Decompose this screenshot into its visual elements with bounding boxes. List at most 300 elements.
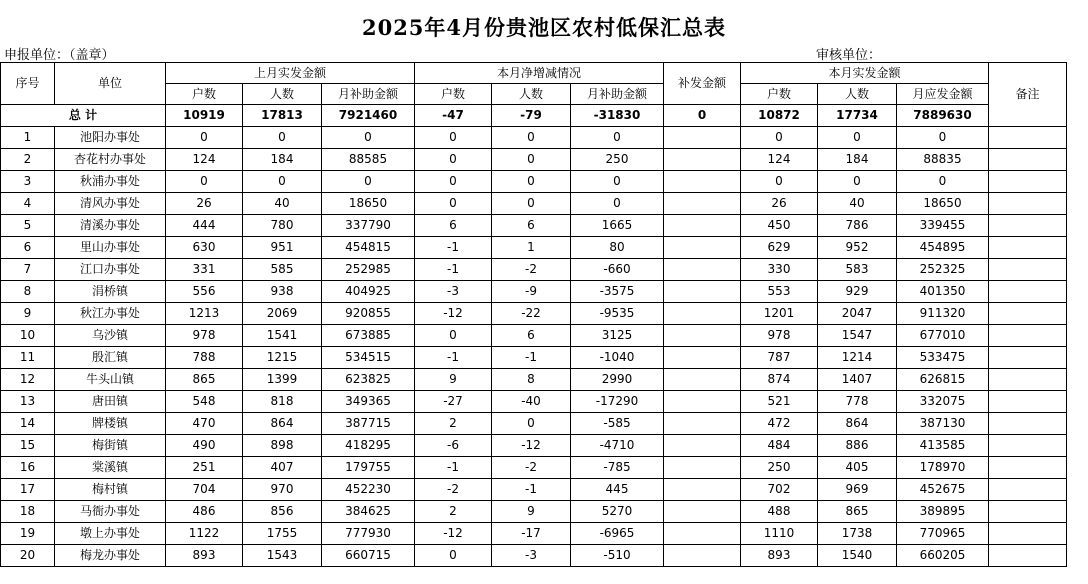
- header-people: 人数: [243, 84, 322, 105]
- table-cell: 6: [492, 325, 571, 347]
- total-label: 总 计: [1, 105, 166, 127]
- table-cell: [664, 215, 741, 237]
- row-unit-name: 秋浦办事处: [55, 171, 166, 193]
- table-cell: 0: [492, 171, 571, 193]
- total-cell: 0: [664, 105, 741, 127]
- table-cell: 0: [571, 171, 664, 193]
- row-unit-name: 梅村镇: [55, 479, 166, 501]
- table-cell: 0: [322, 171, 415, 193]
- row-unit-name: 唐田镇: [55, 391, 166, 413]
- table-cell: 623825: [322, 369, 415, 391]
- table-cell: 585: [243, 259, 322, 281]
- table-cell: [664, 479, 741, 501]
- table-cell: 1: [492, 237, 571, 259]
- report-title: 2025年4月份贵池区农村低保汇总表: [361, 15, 727, 40]
- table-cell: [664, 303, 741, 325]
- table-cell: 660205: [897, 545, 989, 567]
- table-cell: 978: [166, 325, 243, 347]
- table-cell: 5270: [571, 501, 664, 523]
- table-cell: 26: [741, 193, 818, 215]
- table-cell: 14: [1, 413, 55, 435]
- remark-cell: [989, 127, 1067, 149]
- table-cell: 0: [741, 171, 818, 193]
- table-cell: [664, 369, 741, 391]
- table-cell: 452230: [322, 479, 415, 501]
- table-cell: 252985: [322, 259, 415, 281]
- table-row: [1, 325, 1067, 347]
- table-row: [1, 435, 1067, 457]
- table-cell: 0: [415, 193, 492, 215]
- table-row: [1, 281, 1067, 303]
- table-cell: 856: [243, 501, 322, 523]
- table-cell: [664, 237, 741, 259]
- table-cell: -1040: [571, 347, 664, 369]
- table-cell: 787: [741, 347, 818, 369]
- table-cell: 470: [166, 413, 243, 435]
- remark-cell: [989, 149, 1067, 171]
- table-cell: 893: [741, 545, 818, 567]
- total-cell: 7921460: [322, 105, 415, 127]
- header-households: 户数: [741, 84, 818, 105]
- table-cell: 0: [492, 149, 571, 171]
- table-cell: 12: [1, 369, 55, 391]
- table-cell: 874: [741, 369, 818, 391]
- table-row: [1, 523, 1067, 545]
- header-supplement: 补发金额: [664, 63, 741, 105]
- table-cell: 16: [1, 457, 55, 479]
- table-cell: 818: [243, 391, 322, 413]
- table-cell: 938: [243, 281, 322, 303]
- table-row: [1, 457, 1067, 479]
- table-cell: 0: [897, 171, 989, 193]
- table-cell: -40: [492, 391, 571, 413]
- remark-cell: [989, 281, 1067, 303]
- table-cell: 1547: [818, 325, 897, 347]
- table-cell: 970: [243, 479, 322, 501]
- table-cell: 331: [166, 259, 243, 281]
- table-cell: 0: [818, 127, 897, 149]
- remark-cell: [989, 413, 1067, 435]
- table-cell: 0: [415, 171, 492, 193]
- table-cell: -3: [492, 545, 571, 567]
- table-cell: 26: [166, 193, 243, 215]
- table-cell: [664, 193, 741, 215]
- table-cell: 1215: [243, 347, 322, 369]
- table-cell: 777930: [322, 523, 415, 545]
- table-cell: -3575: [571, 281, 664, 303]
- table-cell: -2: [492, 457, 571, 479]
- row-unit-name: 梅街镇: [55, 435, 166, 457]
- table-cell: 0: [492, 413, 571, 435]
- table-cell: [664, 457, 741, 479]
- table-row: [1, 369, 1067, 391]
- remark-cell: [989, 237, 1067, 259]
- table-cell: 1214: [818, 347, 897, 369]
- table-cell: [664, 391, 741, 413]
- header-seq: 序号: [1, 63, 55, 105]
- table-cell: -510: [571, 545, 664, 567]
- table-row: [1, 149, 1067, 171]
- remark-cell: [989, 347, 1067, 369]
- remark-cell: [989, 479, 1067, 501]
- table-cell: 184: [243, 149, 322, 171]
- row-unit-name: 墩上办事处: [55, 523, 166, 545]
- table-cell: 6: [415, 215, 492, 237]
- table-cell: 673885: [322, 325, 415, 347]
- table-cell: 88835: [897, 149, 989, 171]
- table-row: [1, 347, 1067, 369]
- table-cell: 911320: [897, 303, 989, 325]
- row-unit-name: 梅龙办事处: [55, 545, 166, 567]
- table-cell: 490: [166, 435, 243, 457]
- table-cell: 978: [741, 325, 818, 347]
- table-cell: [664, 281, 741, 303]
- remark-cell: [989, 435, 1067, 457]
- table-cell: 452675: [897, 479, 989, 501]
- header-households: 户数: [166, 84, 243, 105]
- table-cell: 1: [1, 127, 55, 149]
- table-cell: -4710: [571, 435, 664, 457]
- table-cell: -785: [571, 457, 664, 479]
- total-row: [1, 105, 1067, 127]
- header-last-month: 上月实发金额: [166, 63, 415, 84]
- table-cell: 0: [415, 127, 492, 149]
- header-net-change: 本月净增减情况: [415, 63, 664, 84]
- total-cell: 10872: [741, 105, 818, 127]
- table-cell: -1: [492, 479, 571, 501]
- table-cell: 418295: [322, 435, 415, 457]
- table-cell: 6: [492, 215, 571, 237]
- table-cell: 4: [1, 193, 55, 215]
- table-cell: 40: [243, 193, 322, 215]
- table-cell: 0: [571, 193, 664, 215]
- table-cell: 184: [818, 149, 897, 171]
- row-unit-name: 池阳办事处: [55, 127, 166, 149]
- table-cell: -17290: [571, 391, 664, 413]
- table-cell: [664, 127, 741, 149]
- summary-table: [0, 62, 1067, 567]
- table-cell: -2: [415, 479, 492, 501]
- remark-cell: [989, 369, 1067, 391]
- table-cell: 124: [741, 149, 818, 171]
- table-cell: 898: [243, 435, 322, 457]
- table-cell: -12: [415, 303, 492, 325]
- remark-cell: [989, 457, 1067, 479]
- table-cell: 0: [166, 127, 243, 149]
- table-cell: 450: [741, 215, 818, 237]
- table-cell: 0: [492, 127, 571, 149]
- table-cell: -585: [571, 413, 664, 435]
- table-cell: -9: [492, 281, 571, 303]
- row-unit-name: 牛头山镇: [55, 369, 166, 391]
- table-cell: 1122: [166, 523, 243, 545]
- table-cell: 2: [415, 501, 492, 523]
- table-cell: 865: [166, 369, 243, 391]
- table-cell: 9: [415, 369, 492, 391]
- table-cell: 1541: [243, 325, 322, 347]
- table-cell: -22: [492, 303, 571, 325]
- table-cell: 0: [897, 127, 989, 149]
- table-row: [1, 193, 1067, 215]
- remark-cell: [989, 501, 1067, 523]
- table-cell: 8: [1, 281, 55, 303]
- table-cell: [664, 523, 741, 545]
- remark-cell: [989, 303, 1067, 325]
- table-cell: [664, 259, 741, 281]
- header-remark: 备注: [989, 63, 1067, 127]
- table-cell: [664, 435, 741, 457]
- table-cell: 488: [741, 501, 818, 523]
- table-cell: 2990: [571, 369, 664, 391]
- table-cell: 3125: [571, 325, 664, 347]
- table-cell: -6965: [571, 523, 664, 545]
- table-cell: -9535: [571, 303, 664, 325]
- table-cell: 702: [741, 479, 818, 501]
- table-cell: 179755: [322, 457, 415, 479]
- table-cell: 7: [1, 259, 55, 281]
- table-cell: -3: [415, 281, 492, 303]
- table-cell: 88585: [322, 149, 415, 171]
- remark-cell: [989, 259, 1067, 281]
- table-cell: 384625: [322, 501, 415, 523]
- table-cell: 556: [166, 281, 243, 303]
- table-cell: 778: [818, 391, 897, 413]
- total-cell: 7889630: [897, 105, 989, 127]
- table-cell: 13: [1, 391, 55, 413]
- table-cell: 929: [818, 281, 897, 303]
- table-cell: -1: [415, 457, 492, 479]
- table-row: [1, 171, 1067, 193]
- table-cell: 252325: [897, 259, 989, 281]
- row-unit-name: 江口办事处: [55, 259, 166, 281]
- table-cell: 629: [741, 237, 818, 259]
- table-cell: 1201: [741, 303, 818, 325]
- table-cell: 387715: [322, 413, 415, 435]
- table-cell: 1755: [243, 523, 322, 545]
- row-unit-name: 牌楼镇: [55, 413, 166, 435]
- table-cell: 413585: [897, 435, 989, 457]
- table-cell: 8: [492, 369, 571, 391]
- table-cell: 920855: [322, 303, 415, 325]
- submit-unit-label: 申报单位：（盖章）: [4, 48, 115, 63]
- table-cell: 40: [818, 193, 897, 215]
- table-cell: -17: [492, 523, 571, 545]
- table-row: [1, 479, 1067, 501]
- row-unit-name: 清风办事处: [55, 193, 166, 215]
- table-cell: 330: [741, 259, 818, 281]
- table-cell: 349365: [322, 391, 415, 413]
- table-cell: 405: [818, 457, 897, 479]
- row-unit-name: 杏花村办事处: [55, 149, 166, 171]
- table-cell: 404925: [322, 281, 415, 303]
- table-cell: 1399: [243, 369, 322, 391]
- table-cell: 251: [166, 457, 243, 479]
- header-monthly-payable: 月应发金额: [897, 84, 989, 105]
- table-cell: 6: [1, 237, 55, 259]
- table-cell: -2: [492, 259, 571, 281]
- table-cell: -1: [415, 237, 492, 259]
- table-cell: 521: [741, 391, 818, 413]
- remark-cell: [989, 391, 1067, 413]
- table-cell: 553: [741, 281, 818, 303]
- table-cell: [664, 501, 741, 523]
- table-row: [1, 127, 1067, 149]
- table-cell: [664, 545, 741, 567]
- table-cell: [664, 171, 741, 193]
- table-cell: 630: [166, 237, 243, 259]
- table-cell: 788: [166, 347, 243, 369]
- table-cell: 0: [322, 127, 415, 149]
- table-cell: 18650: [897, 193, 989, 215]
- table-cell: 626815: [897, 369, 989, 391]
- table-cell: 332075: [897, 391, 989, 413]
- table-cell: -1: [415, 259, 492, 281]
- table-cell: 401350: [897, 281, 989, 303]
- table-cell: 0: [415, 149, 492, 171]
- table-cell: 1540: [818, 545, 897, 567]
- remark-cell: [989, 325, 1067, 347]
- table-cell: 677010: [897, 325, 989, 347]
- table-row: [1, 545, 1067, 567]
- row-unit-name: 马衙办事处: [55, 501, 166, 523]
- table-cell: 10: [1, 325, 55, 347]
- table-cell: 250: [741, 457, 818, 479]
- table-cell: 534515: [322, 347, 415, 369]
- table-cell: 864: [243, 413, 322, 435]
- table-cell: 2069: [243, 303, 322, 325]
- header-monthly-subsidy: 月补助金额: [571, 84, 664, 105]
- table-row: [1, 413, 1067, 435]
- table-cell: -27: [415, 391, 492, 413]
- table-cell: 1543: [243, 545, 322, 567]
- table-cell: 780: [243, 215, 322, 237]
- table-row: [1, 303, 1067, 325]
- table-cell: 0: [415, 545, 492, 567]
- table-cell: 1665: [571, 215, 664, 237]
- table-cell: -1: [492, 347, 571, 369]
- table-cell: 5: [1, 215, 55, 237]
- table-cell: -660: [571, 259, 664, 281]
- table-cell: 486: [166, 501, 243, 523]
- table-cell: 387130: [897, 413, 989, 435]
- total-cell: 10919: [166, 105, 243, 127]
- row-unit-name: 里山办事处: [55, 237, 166, 259]
- table-cell: 2047: [818, 303, 897, 325]
- table-cell: 407: [243, 457, 322, 479]
- table-cell: 548: [166, 391, 243, 413]
- table-cell: [664, 413, 741, 435]
- table-cell: 0: [571, 127, 664, 149]
- table-cell: 0: [166, 171, 243, 193]
- table-cell: 20: [1, 545, 55, 567]
- table-cell: 952: [818, 237, 897, 259]
- table-cell: 969: [818, 479, 897, 501]
- table-cell: 583: [818, 259, 897, 281]
- table-cell: 9: [1, 303, 55, 325]
- row-unit-name: 殷汇镇: [55, 347, 166, 369]
- table-cell: 770965: [897, 523, 989, 545]
- table-cell: 1213: [166, 303, 243, 325]
- total-cell: 17813: [243, 105, 322, 127]
- table-cell: 0: [415, 325, 492, 347]
- table-cell: 0: [741, 127, 818, 149]
- table-cell: 0: [492, 193, 571, 215]
- table-cell: 1110: [741, 523, 818, 545]
- total-cell: -79: [492, 105, 571, 127]
- row-unit-name: 乌沙镇: [55, 325, 166, 347]
- table-cell: -1: [415, 347, 492, 369]
- remark-cell: [989, 523, 1067, 545]
- table-cell: 1738: [818, 523, 897, 545]
- table-cell: 454815: [322, 237, 415, 259]
- row-unit-name: 秋江办事处: [55, 303, 166, 325]
- remark-cell: [989, 545, 1067, 567]
- table-cell: 951: [243, 237, 322, 259]
- table-cell: 1407: [818, 369, 897, 391]
- table-cell: 893: [166, 545, 243, 567]
- table-cell: 250: [571, 149, 664, 171]
- total-cell: -47: [415, 105, 492, 127]
- table-cell: 15: [1, 435, 55, 457]
- remark-cell: [989, 171, 1067, 193]
- header-people: 人数: [818, 84, 897, 105]
- table-cell: 2: [1, 149, 55, 171]
- header-households: 户数: [415, 84, 492, 105]
- table-cell: 533475: [897, 347, 989, 369]
- table-cell: 339455: [897, 215, 989, 237]
- header-this-month: 本月实发金额: [741, 63, 989, 84]
- table-cell: 18: [1, 501, 55, 523]
- review-unit-label: 审核单位：: [816, 48, 882, 63]
- table-cell: 17: [1, 479, 55, 501]
- table-cell: 786: [818, 215, 897, 237]
- table-cell: 864: [818, 413, 897, 435]
- table-cell: 0: [818, 171, 897, 193]
- remark-cell: [989, 215, 1067, 237]
- table-cell: 444: [166, 215, 243, 237]
- table-cell: 124: [166, 149, 243, 171]
- table-cell: 445: [571, 479, 664, 501]
- table-cell: 389895: [897, 501, 989, 523]
- table-cell: 484: [741, 435, 818, 457]
- row-unit-name: 涓桥镇: [55, 281, 166, 303]
- table-cell: -6: [415, 435, 492, 457]
- table-cell: 2: [415, 413, 492, 435]
- table-row: [1, 259, 1067, 281]
- total-cell: 17734: [818, 105, 897, 127]
- table-cell: -12: [415, 523, 492, 545]
- table-cell: 11: [1, 347, 55, 369]
- table-cell: 337790: [322, 215, 415, 237]
- table-row: [1, 501, 1067, 523]
- table-cell: 9: [492, 501, 571, 523]
- row-unit-name: 清溪办事处: [55, 215, 166, 237]
- table-cell: -12: [492, 435, 571, 457]
- table-cell: 865: [818, 501, 897, 523]
- table-row: [1, 237, 1067, 259]
- header-people: 人数: [492, 84, 571, 105]
- header-monthly-subsidy: 月补助金额: [322, 84, 415, 105]
- table-cell: 886: [818, 435, 897, 457]
- table-cell: 3: [1, 171, 55, 193]
- table-cell: 704: [166, 479, 243, 501]
- total-cell: -31830: [571, 105, 664, 127]
- header-unit: 单位: [55, 63, 166, 105]
- row-unit-name: 棠溪镇: [55, 457, 166, 479]
- table-row: [1, 391, 1067, 413]
- table-cell: [664, 149, 741, 171]
- table-row: [1, 215, 1067, 237]
